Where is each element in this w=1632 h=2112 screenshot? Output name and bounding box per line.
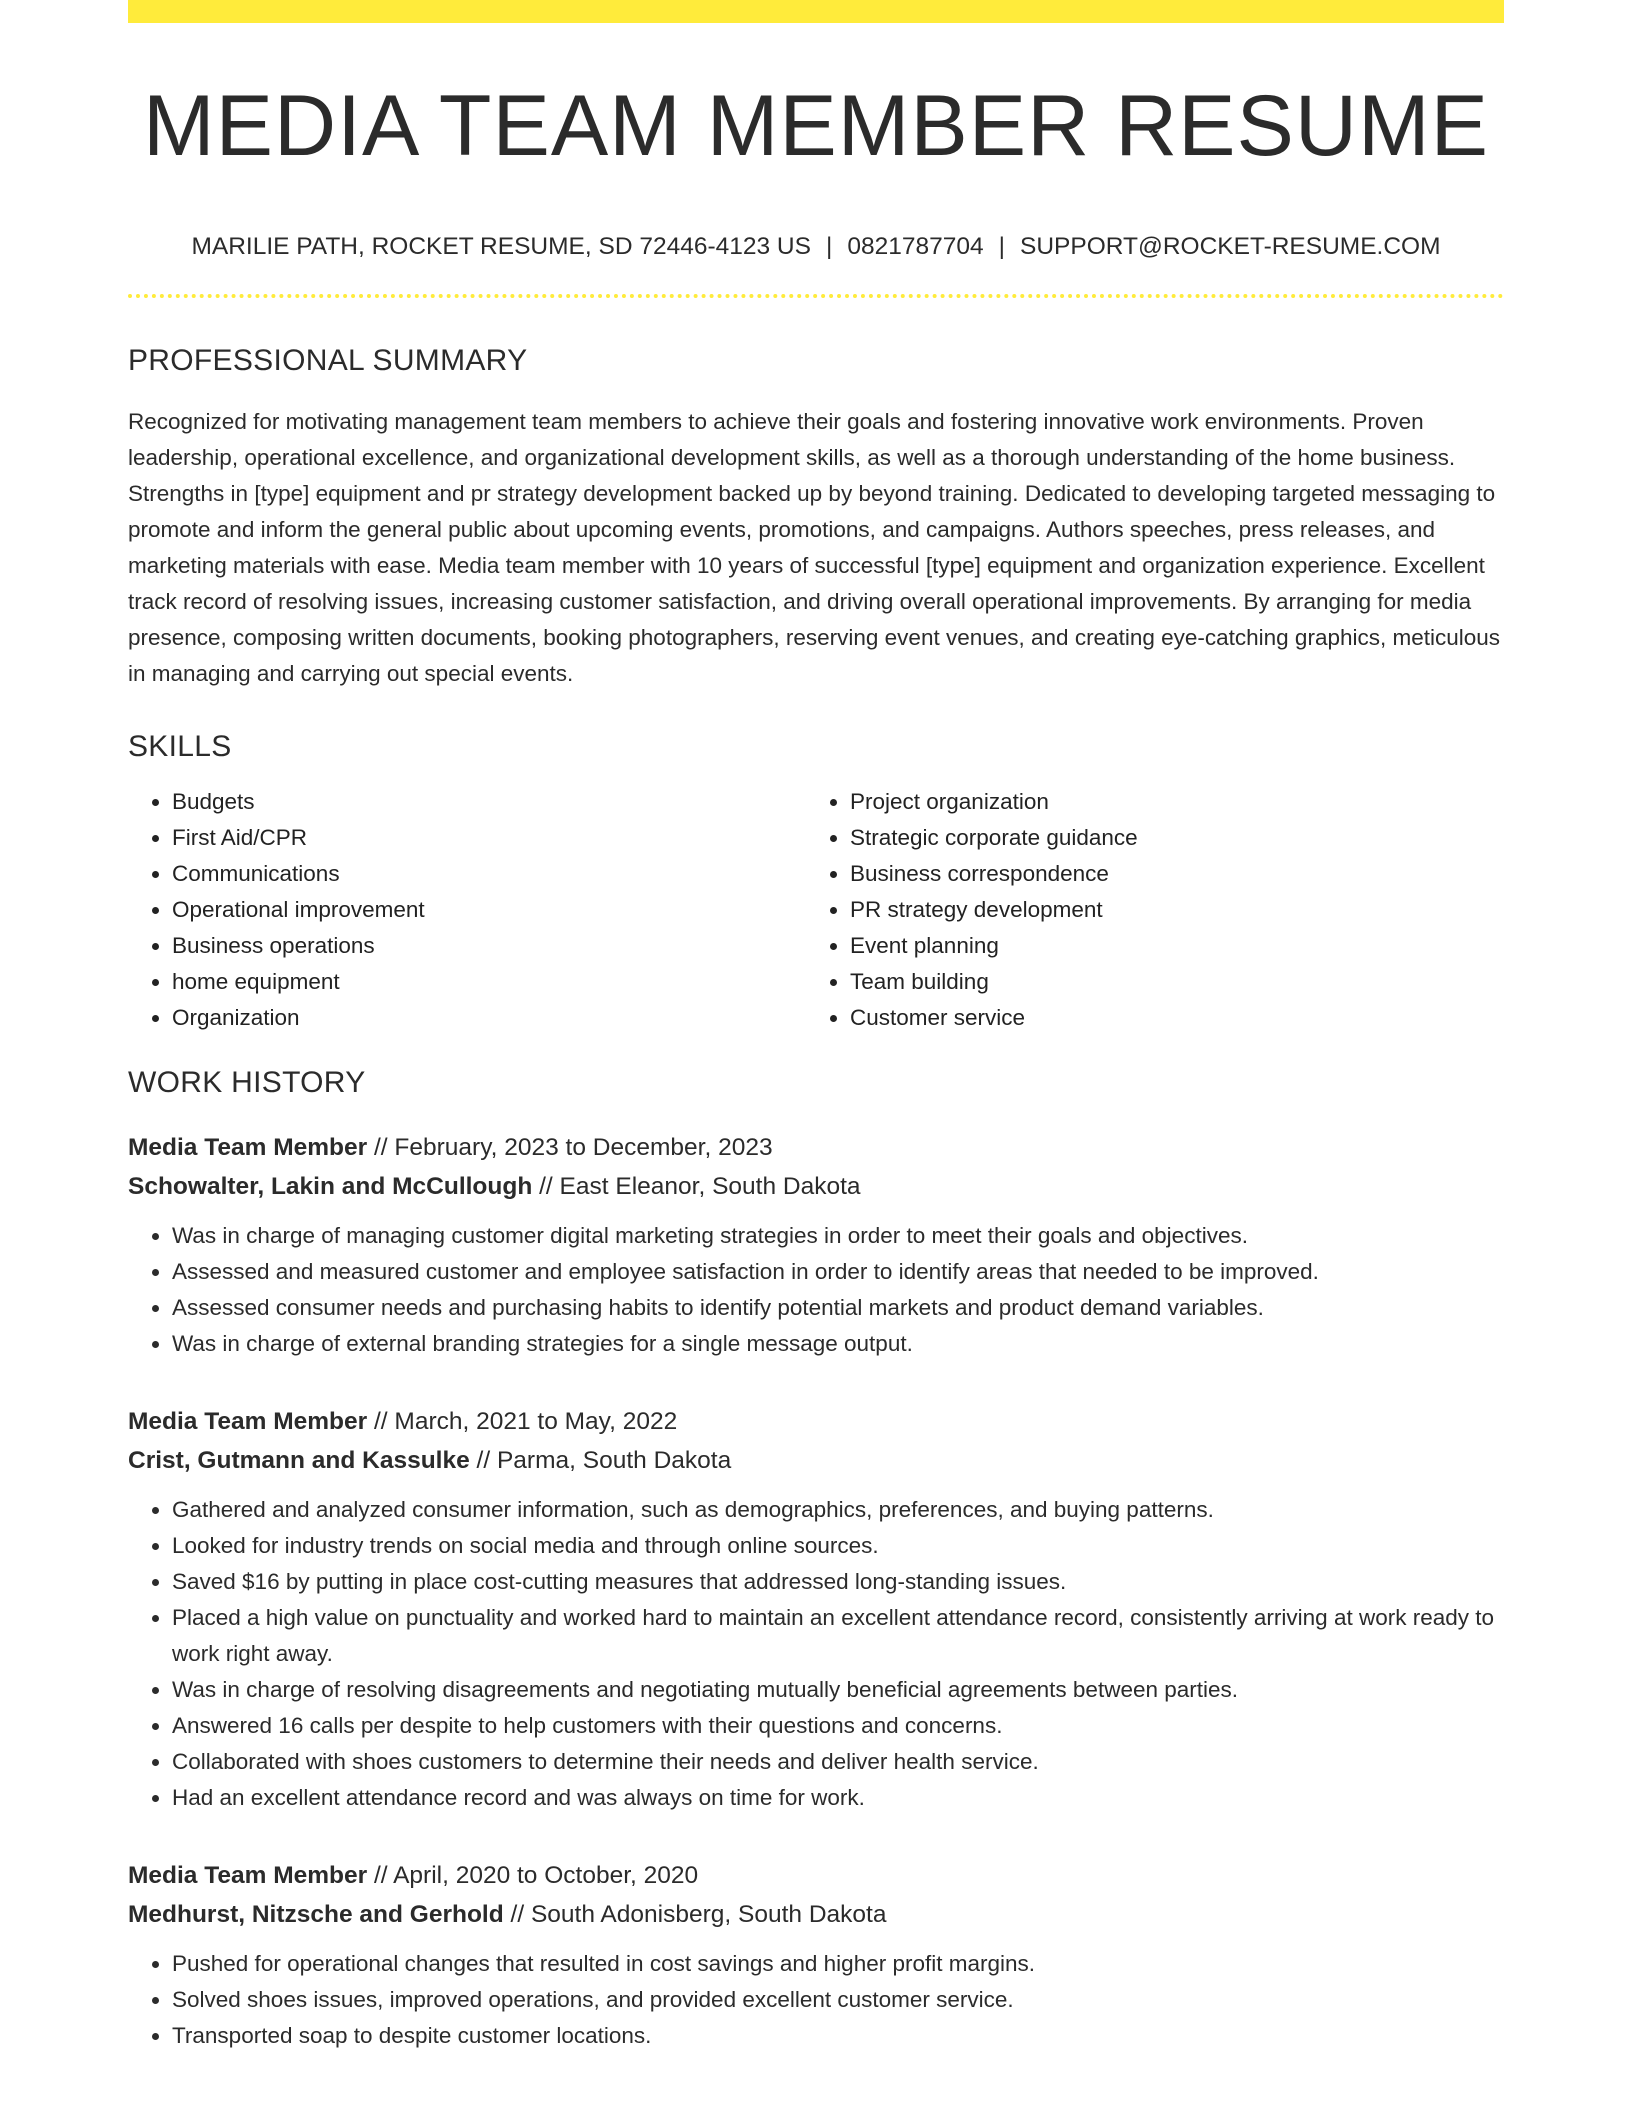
job-dates: // April, 2020 to October, 2020 <box>374 1861 699 1889</box>
contact-phone: 0821787704 <box>847 233 984 260</box>
skill-item: • home equipment <box>172 964 806 1000</box>
top-accent-bar <box>128 0 1504 23</box>
skill-item: • Project organization <box>850 784 1484 820</box>
job-company-line <box>128 1441 1504 1480</box>
skills-grid <box>128 784 1504 1036</box>
job-duties <box>128 1492 1504 1816</box>
skill-item: • Event planning <box>850 928 1484 964</box>
skill-item: • Operational improvement <box>172 892 806 928</box>
resume-page <box>128 0 1504 2054</box>
job-duty-item: • Saved $16 by putting in place cost-cutting measures that addressed long-standing issues. <box>172 1564 1504 1600</box>
header-divider <box>128 294 1504 298</box>
job-company: Schowalter, Lakin and McCullough <box>128 1172 533 1200</box>
job-company: Crist, Gutmann and Kassulke <box>128 1446 470 1474</box>
job-duty-item: • Placed a high value on punctuality and worked hard to maintain an excellent attendance record, consistently arriving at work ready to work right away. <box>172 1600 1504 1672</box>
job-duties <box>128 1218 1504 1362</box>
job-role: Media Team Member <box>128 1861 368 1889</box>
job-duty-item: • Had an excellent attendance record and was always on time for work. <box>172 1780 1504 1816</box>
job-entry <box>128 1402 1504 1816</box>
job-entry <box>128 1128 1504 1362</box>
job-company-line <box>128 1167 1504 1206</box>
contact-separator: | <box>825 233 833 260</box>
job-entry <box>128 1856 1504 2054</box>
job-duty-item: • Was in charge of external branding strategies for a single message output. <box>172 1326 1504 1362</box>
skills-column-left <box>128 784 806 1036</box>
job-role-line <box>128 1128 1504 1167</box>
job-duty-item: • Assessed and measured customer and employee satisfaction in order to identify areas that needed to be improved. <box>172 1254 1504 1290</box>
skill-item: • Strategic corporate guidance <box>850 820 1484 856</box>
skill-item: • Business operations <box>172 928 806 964</box>
work-history-heading: WORK HISTORY <box>128 1065 366 1099</box>
job-location: // South Adonisberg, South Dakota <box>510 1900 887 1928</box>
job-duty-item: • Solved shoes issues, improved operations, and provided excellent customer service. <box>172 1982 1504 2018</box>
job-company: Medhurst, Nitzsche and Gerhold <box>128 1900 504 1928</box>
job-role: Media Team Member <box>128 1133 368 1161</box>
skill-item: • Business correspondence <box>850 856 1484 892</box>
job-duties <box>128 1946 1504 2054</box>
job-role-line <box>128 1856 1504 1895</box>
job-dates: // March, 2021 to May, 2022 <box>374 1407 678 1435</box>
job-company-line <box>128 1895 1504 1934</box>
job-duty-item: • Pushed for operational changes that resulted in cost savings and higher profit margins. <box>172 1946 1504 1982</box>
job-duty-item: • Answered 16 calls per despite to help customers with their questions and concerns. <box>172 1708 1504 1744</box>
job-duty-item: • Transported soap to despite customer locations. <box>172 2018 1504 2054</box>
job-dates: // February, 2023 to December, 2023 <box>374 1133 773 1161</box>
skills-column-right <box>806 784 1484 1036</box>
skill-item: • First Aid/CPR <box>172 820 806 856</box>
job-duty-item: • Looked for industry trends on social media and through online sources. <box>172 1528 1504 1564</box>
job-duty-item: • Gathered and analyzed consumer information, such as demographics, preferences, and buying patterns. <box>172 1492 1504 1528</box>
job-role: Media Team Member <box>128 1407 368 1435</box>
skill-item: • Organization <box>172 1000 806 1036</box>
contact-line <box>128 235 1504 260</box>
page-title: MEDIA TEAM MEMBER RESUME <box>142 78 1490 174</box>
job-location: // East Eleanor, South Dakota <box>539 1172 861 1200</box>
summary-text: Recognized for motivating management team members to achieve their goals and fostering innovative work environments. Proven leadership, operational excellence, and organizational development skills, as well as a thorough understanding of the home business. Strengths in [type] equipment and pr strategy development backed up by beyond training. Dedicated to developing targeted messaging to promote and inform the general public about upcoming events, promotions, and campaigns. Authors speeches, press releases, and marketing materials with ease. Media team member with 10 years of successful [type] equipment and organization experience. Excellent track record of resolving issues, increasing customer satisfaction, and driving overall operational improvements. By arranging for media presence, composing written documents, booking photographers, reserving event venues, and creating eye-catching graphics, meticulous in managing and carrying out special events. <box>128 408 1501 686</box>
contact-address: MARILIE PATH, ROCKET RESUME, SD 72446-4123 US <box>191 233 811 260</box>
skill-item: • PR strategy development <box>850 892 1484 928</box>
contact-separator: | <box>998 233 1005 260</box>
skill-item: • Budgets <box>172 784 806 820</box>
skill-item: • Communications <box>172 856 806 892</box>
skill-item: • Team building <box>850 964 1484 1000</box>
contact-email: SUPPORT@ROCKET-RESUME.COM <box>1019 233 1441 260</box>
job-duty-item: • Was in charge of resolving disagreements and negotiating mutually beneficial agreements between parties. <box>172 1672 1504 1708</box>
job-duty-item: • Collaborated with shoes customers to determine their needs and deliver health service. <box>172 1744 1504 1780</box>
job-duty-item: • Was in charge of managing customer digital marketing strategies in order to meet their goals and objectives. <box>172 1218 1504 1254</box>
job-role-line <box>128 1402 1504 1441</box>
job-duty-item: • Assessed consumer needs and purchasing habits to identify potential markets and product demand variables. <box>172 1290 1504 1326</box>
job-location: // Parma, South Dakota <box>476 1446 732 1474</box>
skill-item: • Customer service <box>850 1000 1484 1036</box>
skills-heading: SKILLS <box>128 729 232 763</box>
summary-heading: PROFESSIONAL SUMMARY <box>128 343 528 377</box>
